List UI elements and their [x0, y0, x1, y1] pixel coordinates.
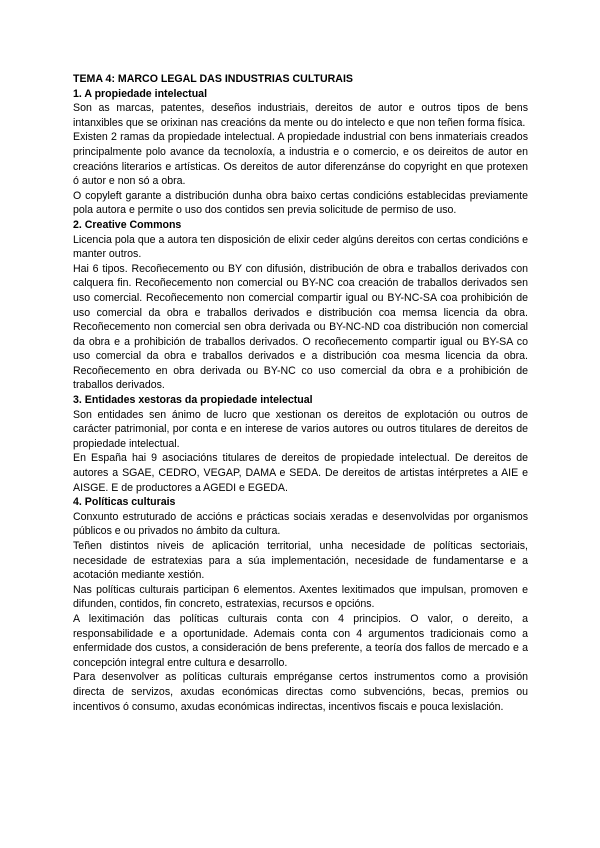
paragraph: A lexitimación das políticas culturais conta con 4 principios. O valor, o dereito, a responsabilidade e a oportunidade. Ademais conta con 4 argumentos tradicionais como a enfermidade dos custos, a consideración de bens preferente, a teoría dos fallos de mercado e a concepción integral entre cultura e desarrollo. [73, 612, 528, 669]
paragraph: Hai 6 tipos. Recoñecemento ou BY con difusión, distribución de obra e traballos derivados con calquera fin. Recoñecemento non comercial ou BY-NC coa creación de traballos derivados sen uso comercial. Recoñecemento non comercial compartir igual ou BY-NC-SA coa prohibición de uso comercial da obra e traballos derivados e distribución coa memsa licencia da obra. Recoñecemento non comercial sen obra derivada ou BY-NC-ND coa distribución non comercial da obra e a prohibición de traballos derivados. O recoñecemento compartir igual ou BY-SA co uso comercial da obra e traballos derivados e a distribución coa mesma licencia da obra. Recoñecemento en obra derivada ou BY-NC co uso comercial da obra e a prohibición de traballos derivados. [73, 262, 528, 392]
section-heading: 3. Entidades xestoras da propiedade intelectual [73, 394, 313, 407]
document-title: TEMA 4: MARCO LEGAL DAS INDUSTRIAS CULTURAIS [73, 73, 353, 85]
section-politicas-culturais [73, 495, 528, 714]
section-propiedade-intelectual [73, 87, 528, 218]
section-heading: 2. Creative Commons [73, 218, 182, 231]
section-heading: 1. A propiedade intelectual [73, 87, 208, 100]
section-creative-commons [73, 218, 528, 393]
paragraph: Nas políticas culturais participan 6 elementos. Axentes lexitimados que impulsan, promoven e difunden, contidos, fin concreto, estratexias, recursos e opcións. [73, 583, 528, 611]
paragraph: Existen 2 ramas da propiedade intelectual. A propiedade industrial con bens inmateriais creados principalmente polo avance da tecnoloxía, a industria e o comercio, e os deireitos de autor en creacións literarios e artísticas. Os dereitos de autor diferenzánse do copyright en que protexen ó autor e non só a obra. [73, 131, 528, 188]
paragraph: Teñen distintos niveis de aplicación territorial, unha necesidade de políticas sectoriais, necesidade de estratexias para a súa implementación, necesidade de fundamentarse e a acotación mediante xestión. [73, 540, 528, 582]
paragraph: O copyleft garante a distribución dunha obra baixo certas condicións establecidas previamente pola autora e permite o uso dos contidos sen previa solicitude de permiso de uso. [73, 189, 528, 217]
paragraph: Conxunto estruturado de accións e prácticas sociais xeradas e desenvolvidas por organismos públicos e ou privados no ámbito da cultura. [73, 510, 528, 538]
section-entidades-xestoras [73, 393, 528, 495]
paragraph: Para desenvolver as políticas culturais empréganse certos instrumentos como a provisión directa de servizos, axudas económicas directas como subvencións, becas, premios ou incentivos ó consumo, axudas económicas indirectas, incentivos fiscais e pouca lexislación. [73, 671, 528, 713]
section-heading: 4. Políticas culturais [73, 496, 176, 509]
paragraph: En España hai 9 asociacións titulares de dereitos de propiedade intelectual. De dereitos de autores a SGAE, CEDRO, VEGAP, DAMA e SEDA. De dereitos de artistas intérpretes a AIE e AISGE. E de productores a AGEDI e EGEDA. [73, 452, 528, 494]
paragraph: Son as marcas, patentes, deseños industriais, dereitos de autor e outros tipos de bens intanxibles que se orixinan nas creacións da mente ou do intelecto e que non teñen forma física. [73, 102, 528, 129]
document-body [73, 72, 528, 714]
paragraph: Licencia pola que a autora ten disposición de elixir ceder algúns dereitos con certas condicións e manter outros. [73, 233, 528, 261]
paragraph: Son entidades sen ánimo de lucro que xestionan os dereitos de explotación ou outros de carácter patrimonial, por conta e en interese de varios autores ou outros titulares de dereitos de propiedade intelectual. [73, 408, 528, 450]
